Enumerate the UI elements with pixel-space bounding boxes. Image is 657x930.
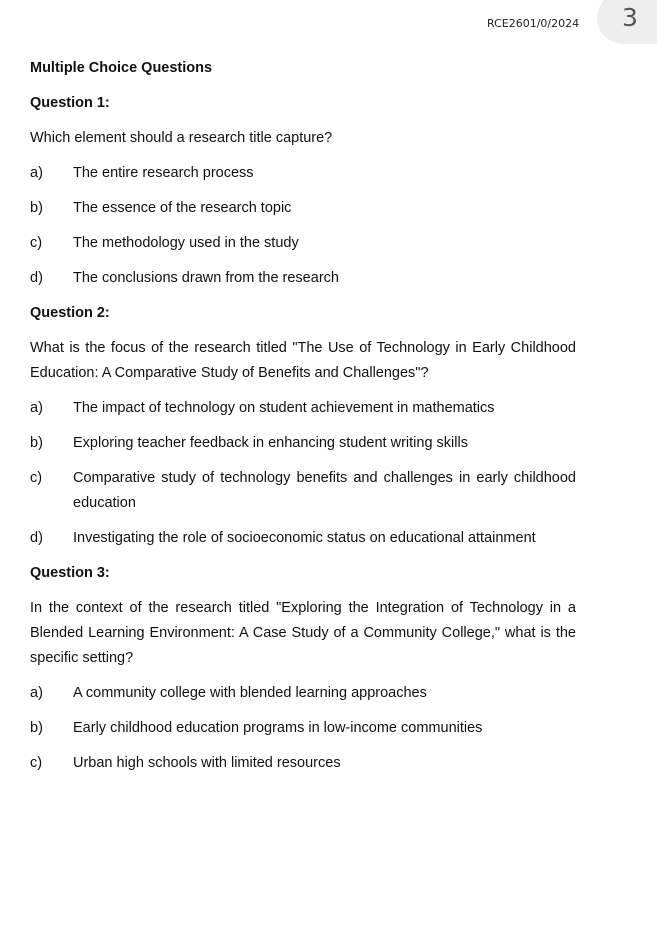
answer-option <box>30 161 576 186</box>
answer-option <box>30 266 576 291</box>
question-text: In the context of the research titled "Exploring the Integration of Technology in a Blended Learning Environment: A Case Study of a Community College," what is the specific setting? <box>30 600 576 666</box>
answer-option <box>30 681 576 706</box>
option-text: Comparative study of technology benefits and challenges in early childhood education <box>73 470 576 511</box>
option-letter: b) <box>30 435 43 451</box>
answer-option <box>30 526 576 551</box>
section-title: Multiple Choice Questions <box>30 60 213 76</box>
option-letter: b) <box>30 200 43 216</box>
option-letter: c) <box>30 470 43 486</box>
question-heading: Question 2: <box>30 305 110 321</box>
question-heading: Question 1: <box>30 95 110 111</box>
option-text: The methodology used in the study <box>73 235 299 251</box>
option-letter: c) <box>30 235 43 251</box>
option-letter: b) <box>30 720 43 736</box>
option-letter: d) <box>30 270 43 286</box>
option-text: Investigating the role of socioeconomic status on educational attainment <box>73 530 536 546</box>
answer-option <box>30 431 576 456</box>
answer-option <box>30 231 576 256</box>
question-text: What is the focus of the research titled "The Use of Technology in Early Childhood Education: A Comparative Study of Benefits and Challenges"? <box>30 340 576 381</box>
option-text: A community college with blended learning approaches <box>73 685 427 701</box>
question-heading: Question 3: <box>30 565 110 581</box>
option-letter: a) <box>30 400 43 416</box>
answer-option <box>30 751 576 776</box>
question-text: Which element should a research title capture? <box>30 130 333 146</box>
page-number: 3 <box>622 3 638 32</box>
option-letter: a) <box>30 685 43 701</box>
option-text: The conclusions drawn from the research <box>73 270 339 286</box>
option-text: The impact of technology on student achievement in mathematics <box>73 400 495 416</box>
option-text: The entire research process <box>73 165 254 181</box>
answer-option <box>30 466 576 516</box>
document-code: RCE2601/0/2024 <box>487 17 580 30</box>
option-letter: c) <box>30 755 43 771</box>
answer-option <box>30 396 576 421</box>
option-text: The essence of the research topic <box>73 200 292 216</box>
option-text: Early childhood education programs in low-income communities <box>73 720 483 736</box>
option-letter: d) <box>30 530 43 546</box>
option-text: Exploring teacher feedback in enhancing student writing skills <box>73 435 468 451</box>
document-body <box>30 56 576 786</box>
option-letter: a) <box>30 165 43 181</box>
option-text: Urban high schools with limited resources <box>73 755 341 771</box>
answer-option <box>30 196 576 221</box>
answer-option <box>30 716 576 741</box>
